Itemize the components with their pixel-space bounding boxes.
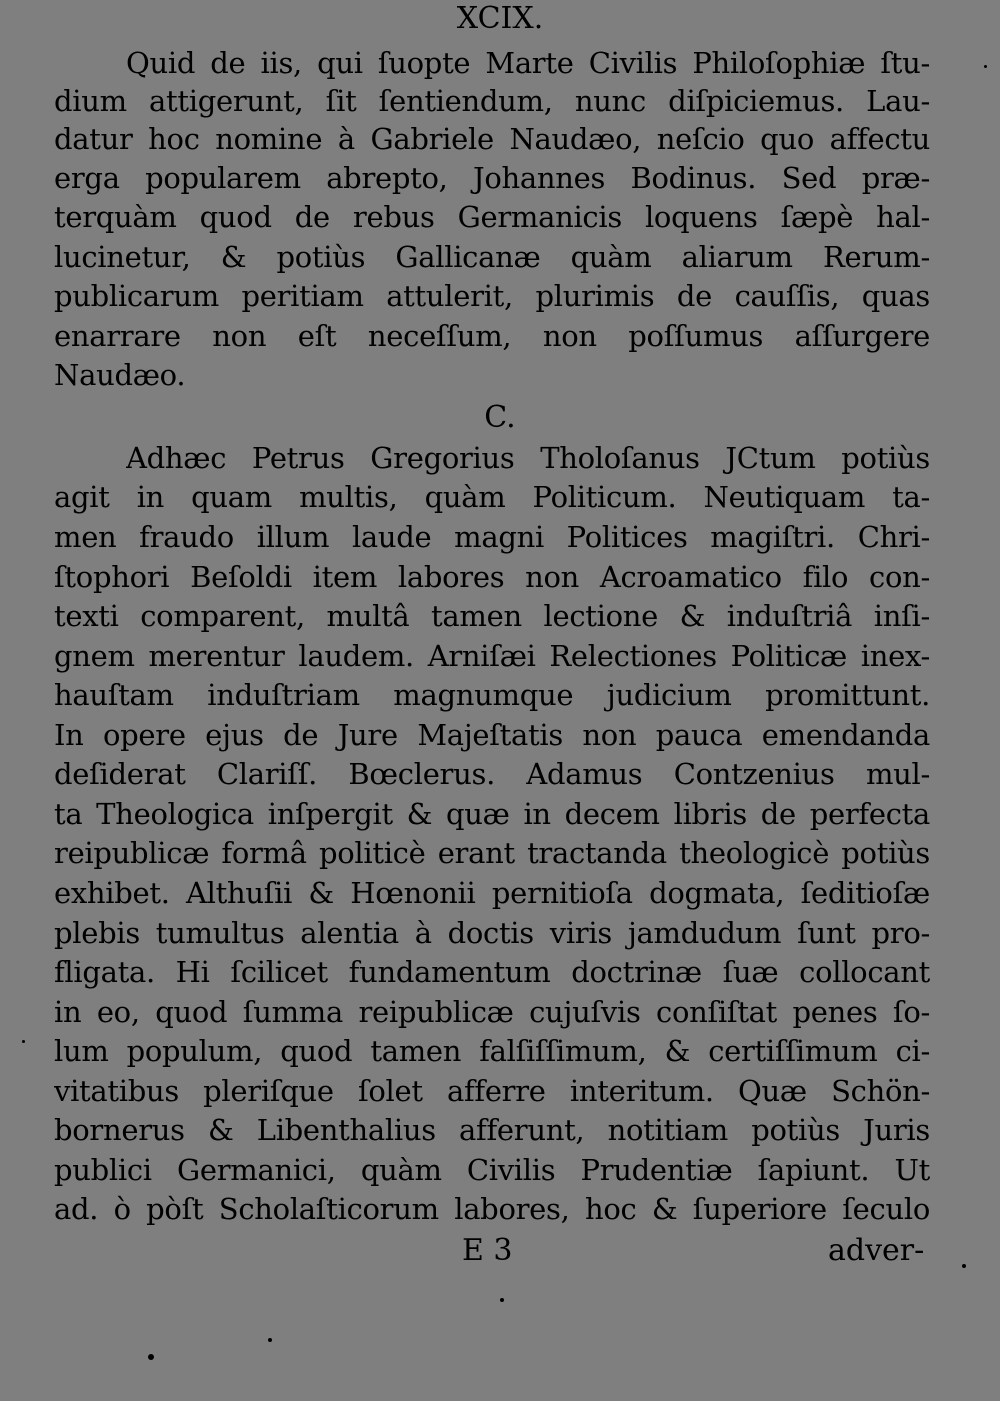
text-line: ta Theologica inſpergit & quæ in decem libris de perfecta [54, 797, 930, 831]
text-line: ad. ò pòſt Scholaſticorum labores, hoc & ſuperiore ſeculo [54, 1192, 930, 1226]
text-line: enarrare non eſt neceſſum, non poſſumus aſſurgere [54, 319, 930, 353]
text-line: datur hoc nomine à Gabriele Naudæo, neſcio quo affectu [54, 122, 930, 156]
text-line: Quid de iis, qui ſuopte Marte Civilis Philoſophiæ ſtu- [126, 46, 930, 80]
text-line: agit in quam multis, quàm Politicum. Neutiquam ta- [54, 480, 930, 514]
scan-speck [984, 65, 987, 68]
text-line: ſtophori Beſoldi item labores non Acroamatico filo con- [54, 560, 930, 594]
text-line: Adhæc Petrus Gregorius Tholoſanus JCtum potiùs [126, 441, 930, 475]
text-line: fligata. Hi ſcilicet fundamentum doctrinæ ſuæ collocant [54, 955, 930, 989]
signature-mark: E 3 [462, 1233, 513, 1268]
text-line: reipublicæ formâ politicè erant tractanda theologicè potiùs [54, 836, 930, 870]
text-line: publicarum peritiam attulerit, plurimis de cauſſis, quas [54, 279, 930, 313]
text-line: gnem merentur laudem. Arniſæi Relectiones Politicæ inex- [54, 639, 930, 673]
text-line: plebis tumultus alentia à doctis viris jamdudum ſunt pro- [54, 916, 930, 950]
page-number-header: XCIX. [456, 1, 544, 36]
text-line: dium attigerunt, ſit ſentiendum, nunc diſpiciemus. Lau- [54, 84, 930, 118]
scan-speck [962, 1264, 966, 1268]
text-line: exhibet. Althuſii & Hœnonii pernitioſa dogmata, ſeditioſæ [54, 876, 930, 910]
text-line: publici Germanici, quàm Civilis Prudentiæ ſapiunt. Ut [54, 1153, 930, 1187]
text-line: terquàm quod de rebus Germanicis loquens ſæpè hal- [54, 200, 930, 234]
scan-speck [148, 1354, 154, 1360]
text-line: texti comparent, multâ tamen lectione & induſtriâ inſi- [54, 599, 930, 633]
text-line: men fraudo illum laude magni Politices magiſtri. Chri- [54, 520, 930, 554]
text-line: vitatibus pleriſque ſolet afferre interitum. Quæ Schön- [54, 1074, 930, 1108]
section-heading: C. [484, 400, 516, 435]
text-line: lucinetur, & potiùs Gallicanæ quàm aliarum Rerum- [54, 240, 930, 274]
text-line: in eo, quod ſumma reipublicæ cujuſvis conſiſtat penes ſo- [54, 995, 930, 1029]
scan-speck [500, 1298, 504, 1302]
text-line: lum populum, quod tamen falſiſſimum, & certiſſimum ci- [54, 1034, 930, 1068]
catchword: adver- [828, 1233, 925, 1268]
text-line: bornerus & Libenthalius afferunt, notitiam potiùs Juris [54, 1113, 930, 1147]
scan-speck [268, 1338, 272, 1342]
text-line: In opere ejus de Jure Majeſtatis non pauca emendanda [54, 718, 930, 752]
text-line: Naudæo. [54, 358, 186, 392]
scan-speck [22, 1040, 25, 1043]
text-line: deſiderat Clariſſ. Bœclerus. Adamus Contzenius mul- [54, 757, 930, 791]
text-line: erga popularem abrepto, Johannes Bodinus. Sed præ- [54, 161, 930, 195]
text-line: hauſtam induſtriam magnumque judicium promittunt. [54, 678, 930, 712]
